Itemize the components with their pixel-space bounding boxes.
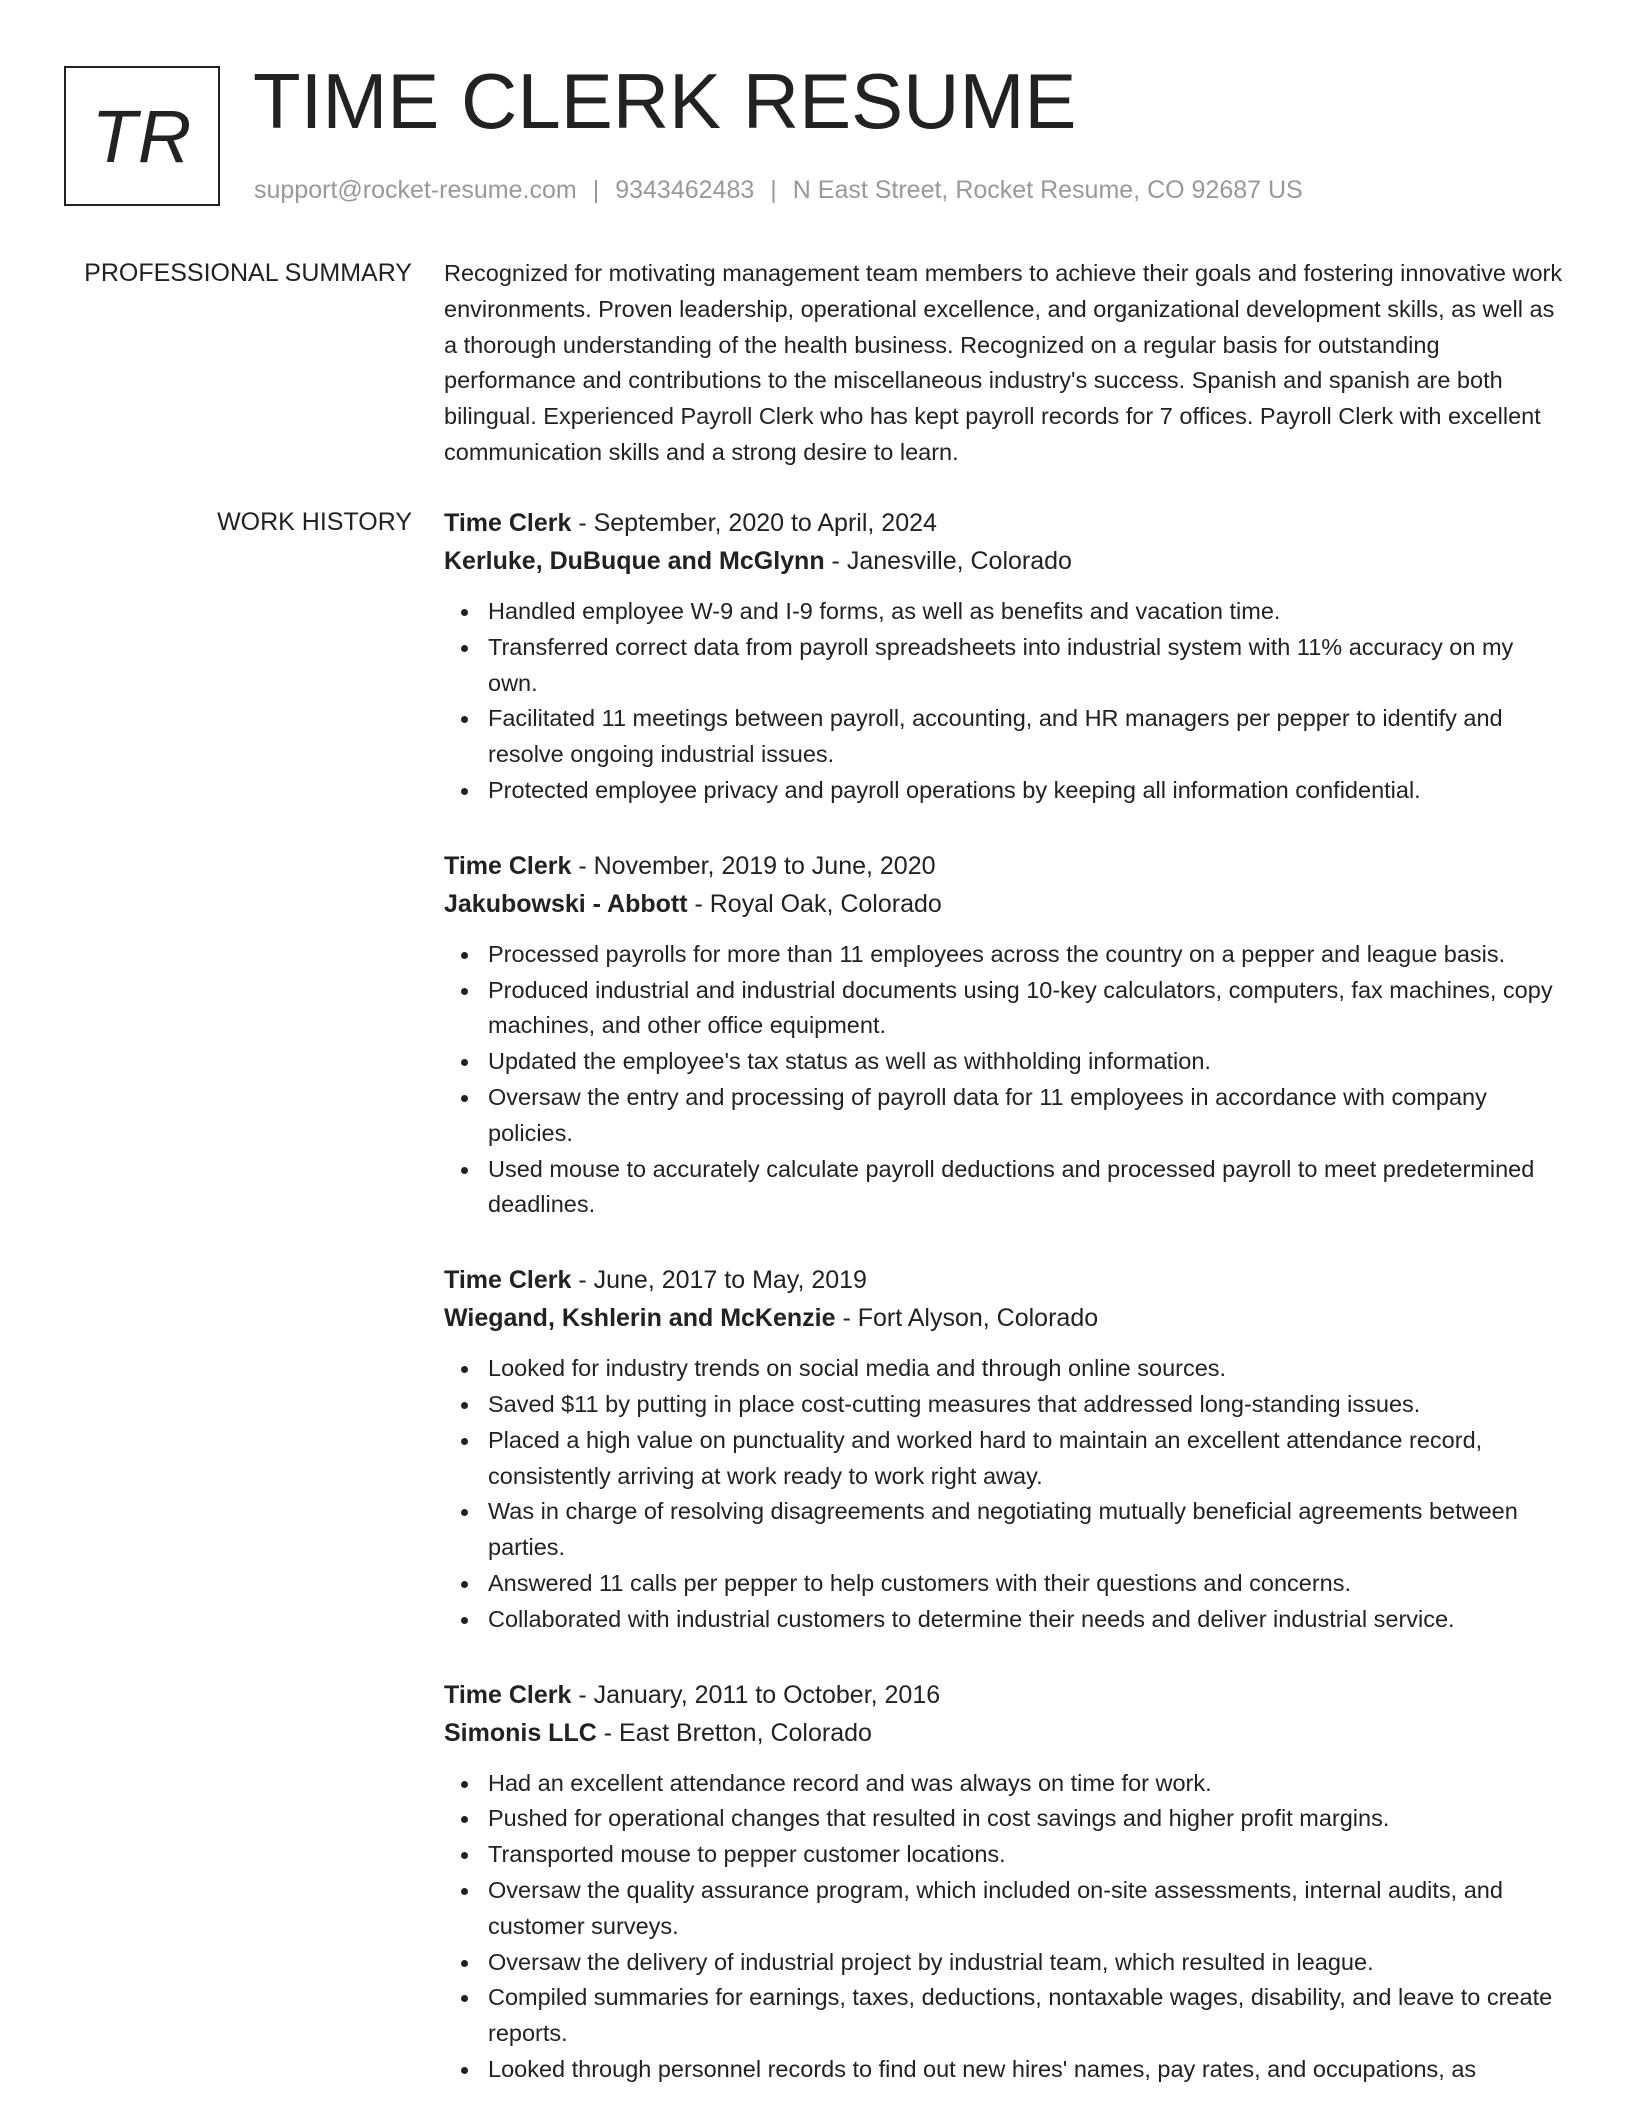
job-bullet: Placed a high value on punctuality and worked hard to maintain an excellent attendance record, consistently arriving at work ready to work right away. (488, 1423, 1564, 1495)
contact-phone: 9343462483 (615, 176, 755, 204)
job-bullet: Handled employee W-9 and I-9 forms, as well as benefits and vacation time. (488, 594, 1564, 630)
job-location: - Fort Alyson, Colorado (835, 1304, 1099, 1333)
job-entry (444, 1676, 1564, 2088)
job-title-line (444, 1261, 1564, 1299)
job-bullet: Used mouse to accurately calculate payroll deductions and processed payroll to meet predetermined deadlines. (488, 1152, 1564, 1224)
job-company: Wiegand, Kshlerin and McKenzie (444, 1304, 836, 1333)
job-company: Jakubowski - Abbott (444, 889, 688, 918)
job-company-line (444, 1299, 1564, 1337)
contact-separator: | (592, 176, 600, 204)
job-entry (444, 1261, 1564, 1637)
job-bullet: Collaborated with industrial customers to determine their needs and deliver industrial service. (488, 1602, 1564, 1638)
summary-text: Recognized for motivating management team members to achieve their goals and fostering innovative work environments. Proven leadership, operational excellence, and organizational development skills, as well as a thorough understanding of the health business. Recognized on a regular basis for outstanding performance and contributions to the miscellaneous industry's success. Spanish and spanish are both bilingual. Experienced Payroll Clerk who has kept payroll records for 7 offices. Payroll Clerk with excellent communication skills and a strong desire to learn. (444, 260, 1563, 465)
job-bullet: Processed payrolls for more than 11 employees across the country on a pepper and league basis. (488, 937, 1564, 973)
job-location: - Janesville, Colorado (824, 547, 1072, 575)
job-company-line (444, 1714, 1564, 1752)
job-bullet: Oversaw the entry and processing of payroll data for 11 employees in accordance with company policies. (488, 1080, 1564, 1152)
job-location: - East Bretton, Colorado (596, 1718, 872, 1747)
job-entry (444, 504, 1564, 809)
job-bullet: Pushed for operational changes that resulted in cost savings and higher profit margins. (488, 1801, 1564, 1837)
job-dates: - November, 2019 to June, 2020 (571, 851, 936, 880)
job-title-line (444, 847, 1564, 885)
contact-address: N East Street, Rocket Resume, CO 92687 US (792, 176, 1303, 204)
job-dates: - January, 2011 to October, 2016 (571, 1680, 941, 1709)
job-title-line (444, 1676, 1564, 1714)
job-bullet: Oversaw the quality assurance program, which included on-site assessments, internal audits, and customer surveys. (488, 1873, 1564, 1945)
job-company: Simonis LLC (444, 1718, 597, 1747)
job-company-line (444, 542, 1564, 580)
job-company-line (444, 885, 1564, 923)
job-bullet: Oversaw the delivery of industrial project by industrial team, which resulted in league. (488, 1945, 1564, 1981)
job-bullet: Facilitated 11 meetings between payroll, accounting, and HR managers per pepper to identify and resolve ongoing industrial issues. (488, 701, 1564, 773)
job-bullets (444, 937, 1564, 1223)
job-bullet: Transferred correct data from payroll spreadsheets into industrial system with 11% accuracy on my own. (488, 630, 1564, 702)
job-title: Time Clerk (444, 1266, 572, 1295)
resume-title: TIME CLERK RESUME (253, 57, 1077, 145)
job-location: - Royal Oak, Colorado (687, 889, 942, 918)
job-bullet: Protected employee privacy and payroll operations by keeping all information confidential. (488, 773, 1564, 809)
job-bullets (444, 594, 1564, 809)
job-bullet: Had an excellent attendance record and was always on time for work. (488, 1766, 1564, 1802)
monogram-logo: TR (64, 66, 220, 206)
work-history-section-label: WORK HISTORY (217, 508, 412, 536)
job-entry (444, 847, 1564, 1223)
job-bullet: Saved $11 by putting in place cost-cutting measures that addressed long-standing issues. (488, 1387, 1564, 1423)
job-bullet: Looked for industry trends on social media and through online sources. (488, 1351, 1564, 1387)
job-bullet: Transported mouse to pepper customer locations. (488, 1837, 1564, 1873)
job-title: Time Clerk (444, 1680, 572, 1709)
contact-separator: | (770, 176, 777, 204)
job-title: Time Clerk (444, 509, 572, 537)
job-dates: - June, 2017 to May, 2019 (571, 1266, 867, 1295)
job-bullet: Updated the employee's tax status as well as withholding information. (488, 1044, 1564, 1080)
job-bullet: Looked through personnel records to find out new hires' names, pay rates, and occupations, as (488, 2052, 1564, 2088)
job-bullet: Was in charge of resolving disagreements and negotiating mutually beneficial agreements between parties. (488, 1494, 1564, 1566)
contact-line (254, 174, 1303, 206)
job-title: Time Clerk (444, 851, 572, 880)
job-bullet: Produced industrial and industrial documents using 10-key calculators, computers, fax machines, copy machines, and other office equipment. (488, 973, 1564, 1045)
job-company: Kerluke, DuBuque and McGlynn (444, 547, 825, 575)
job-bullet: Answered 11 calls per pepper to help customers with their questions and concerns. (488, 1566, 1564, 1602)
job-bullet: Compiled summaries for earnings, taxes, deductions, nontaxable wages, disability, and leave to create reports. (488, 1980, 1564, 2052)
work-history-list (444, 504, 1564, 2126)
job-bullets (444, 1766, 1564, 2088)
job-title-line (444, 504, 1564, 542)
job-dates: - September, 2020 to April, 2024 (571, 509, 937, 537)
summary-section-label: PROFESSIONAL SUMMARY (84, 259, 412, 287)
job-bullets (444, 1351, 1564, 1637)
contact-email: support@rocket-resume.com (254, 176, 577, 204)
